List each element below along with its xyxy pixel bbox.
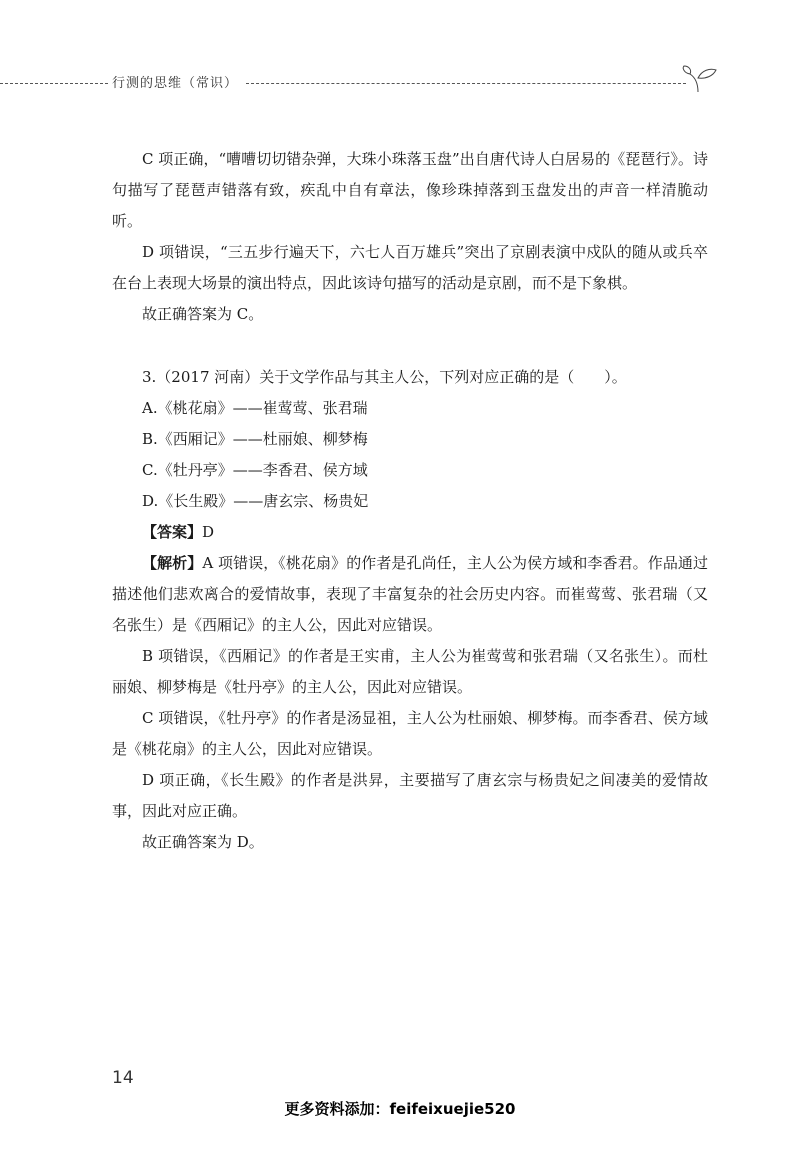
header-rule-left xyxy=(0,83,108,84)
sprout-icon xyxy=(680,64,720,94)
analysis-c: C 项错误，《牡丹亭》的作者是汤显祖，主人公为杜丽娘、柳梦梅。而李香君、侯方域是《桃花扇》的主人公，因此对应错误。 xyxy=(112,709,708,758)
running-header xyxy=(0,62,800,102)
header-rule-right xyxy=(246,83,686,84)
answer-line xyxy=(112,517,708,548)
spacer xyxy=(112,330,708,362)
page-number: 14 xyxy=(112,1068,134,1088)
answer-label: 【答案】 xyxy=(142,523,203,541)
analysis-d: D 项正确，《长生殿》的作者是洪昇，主要描写了唐玄宗与杨贵妃之间凄美的爱情故事，因此对应正确。 xyxy=(112,771,708,820)
analysis-a xyxy=(112,548,708,641)
explanation-d: D 项错误，“三五步行遍天下，六七人百万雄兵”突出了京剧表演中戍队的随从或兵卒在台上表现大场景的演出特点，因此该诗句描写的活动是京剧，而不是下象棋。 xyxy=(112,243,708,292)
explanation-c: C 项正确，“嘈嘈切切错杂弹，大珠小珠落玉盘”出自唐代诗人白居易的《琵琶行》。诗句描写了琵琶声错落有致，疾乱中自有章法，像珍珠掉落到玉盘发出的声音一样清脆动听。 xyxy=(112,150,708,230)
footer-note: 更多资料添加：feifeixuejie520 xyxy=(284,1100,516,1118)
option-b: B.《西厢记》——杜丽娘、柳梦梅 xyxy=(142,430,368,448)
analysis-conclusion: 故正确答案为 D。 xyxy=(142,833,264,851)
answer-value: D xyxy=(202,523,215,541)
option-a: A.《桃花扇》——崔莺莺、张君瑞 xyxy=(142,399,368,417)
answer-conclusion: 故正确答案为 C。 xyxy=(142,305,264,323)
page-body xyxy=(112,144,708,858)
option-c: C.《牡丹亭》——李香君、侯方域 xyxy=(142,461,368,479)
option-d: D.《长生殿》——唐玄宗、杨贵妃 xyxy=(142,492,369,510)
analysis-b: B 项错误，《西厢记》的作者是王实甫，主人公为崔莺莺和张君瑞（又名张生）。而杜丽娘、柳梦梅是《牡丹亭》的主人公，因此对应错误。 xyxy=(112,647,708,696)
header-title: 行测的思维（常识） xyxy=(112,76,239,91)
analysis-a-text: A 项错误，《桃花扇》的作者是孔尚任，主人公为侯方域和李香君。作品通过描述他们悲欢离合的爱情故事，表现了丰富复杂的社会历史内容。而崔莺莺、张君瑞（又名张生）是《西厢记》的主人公，因此对应错误。 xyxy=(112,554,708,634)
analysis-label: 【解析】 xyxy=(142,554,203,572)
question-stem: 3.（2017 河南）关于文学作品与其主人公，下列对应正确的是（ ）。 xyxy=(142,368,627,386)
